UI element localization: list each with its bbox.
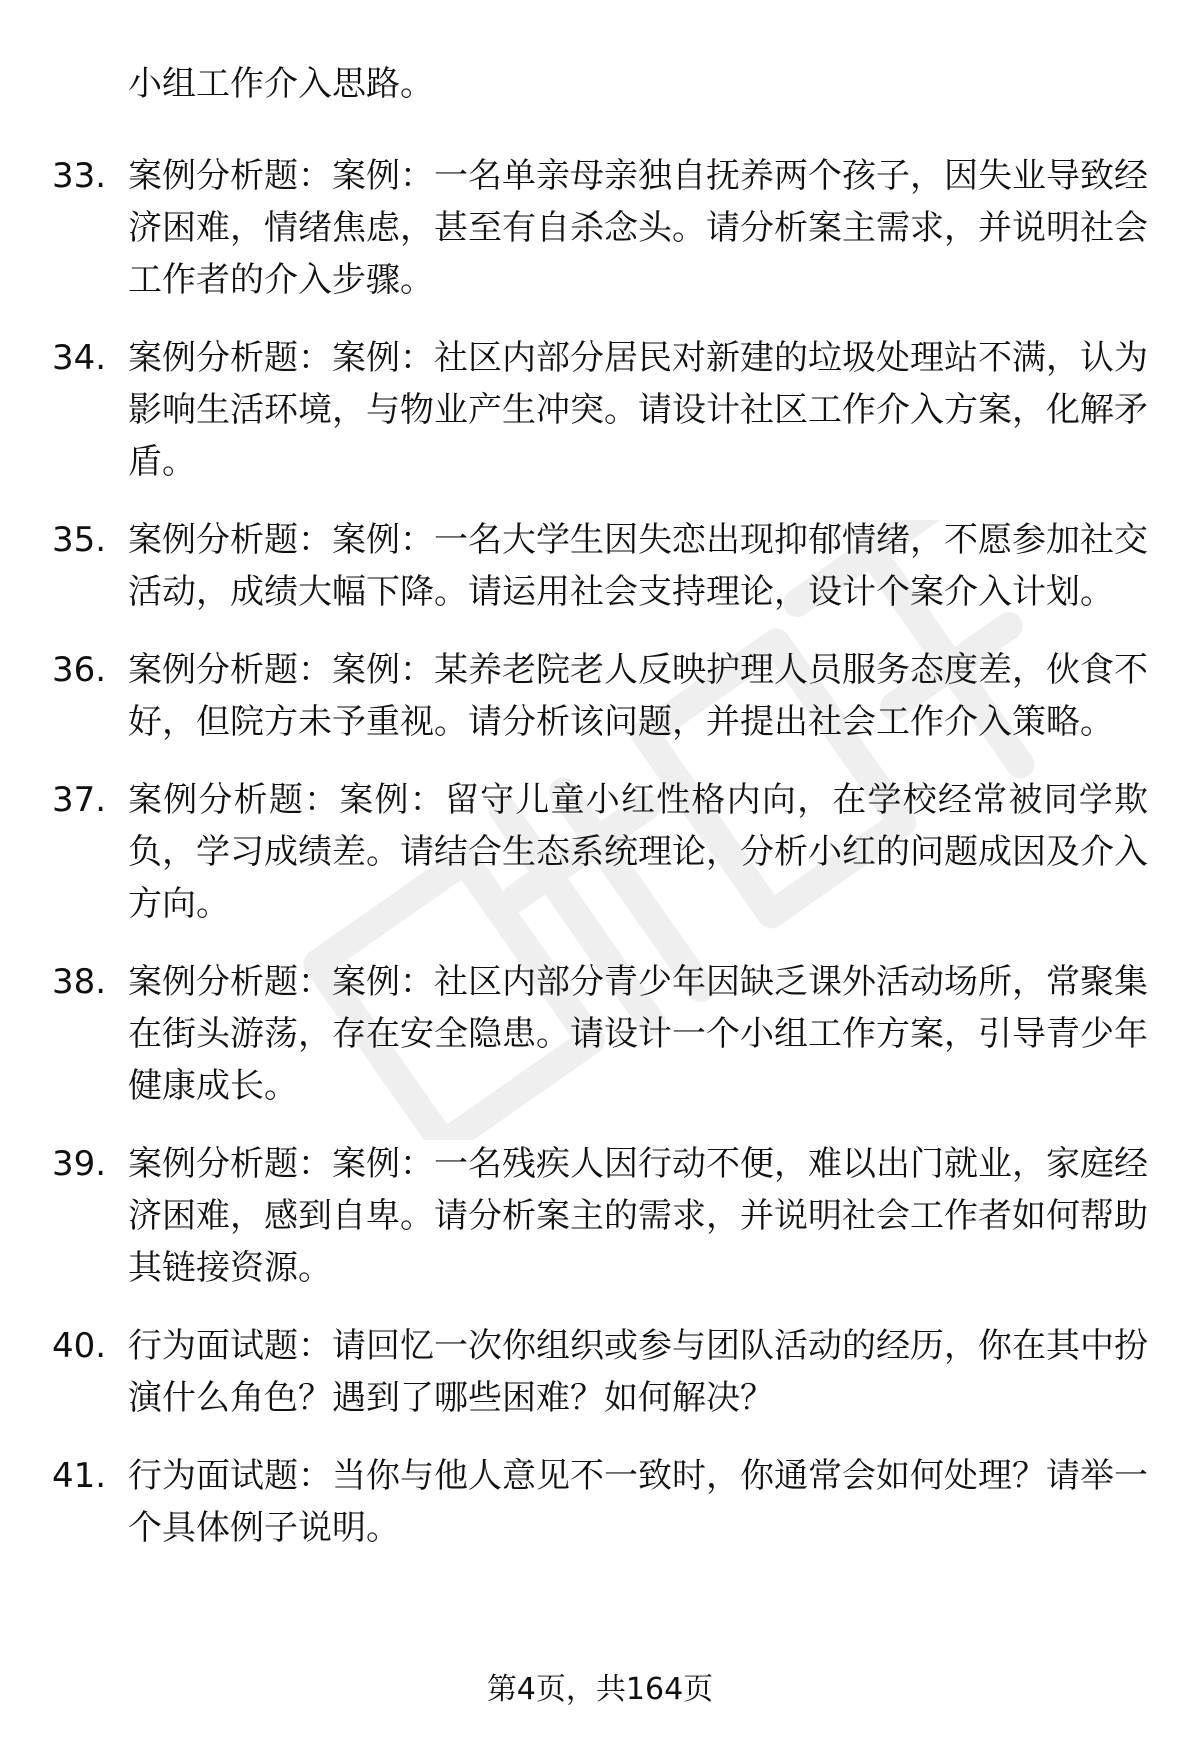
continuation-text: 小组工作介入思路。 [128,64,434,104]
question-item [0,1138,1200,1294]
question-number: 38. [52,962,107,1002]
question-item [0,514,1200,618]
page-footer: 第4页，共164页 [486,1672,714,1707]
question-number: 41. [52,1456,107,1496]
question-item [0,150,1200,306]
question-text: 行为面试题：请回忆一次你组织或参与团队活动的经历，你在其中扮演什么角色？遇到了哪些困难？如何解决？ [128,1326,1148,1418]
question-item [0,1450,1200,1554]
question-item [0,332,1200,488]
question-item [0,644,1200,748]
question-text: 案例分析题：案例：留守儿童小红性格内向，在学校经常被同学欺负，学习成绩差。请结合生态系统理论，分析小红的问题成因及介入方向。 [128,780,1148,924]
question-number: 33. [52,156,107,196]
question-list [0,150,1200,1580]
question-item [0,774,1200,930]
question-text: 案例分析题：案例：社区内部分居民对新建的垃圾处理站不满，认为影响生活环境，与物业产生冲突。请设计社区工作介入方案，化解矛盾。 [128,338,1148,482]
question-number: 40. [52,1326,107,1366]
question-text: 行为面试题：当你与他人意见不一致时，你通常会如何处理？请举一个具体例子说明。 [128,1456,1148,1548]
question-text: 案例分析题：案例：社区内部分青少年因缺乏课外活动场所，常聚集在街头游荡，存在安全隐患。请设计一个小组工作方案，引导青少年健康成长。 [128,962,1148,1106]
question-text: 案例分析题：案例：一名大学生因失恋出现抑郁情绪，不愿参加社交活动，成绩大幅下降。请运用社会支持理论，设计个案介入计划。 [128,520,1148,612]
question-number: 35. [52,520,107,560]
question-number: 34. [52,338,107,378]
question-text: 案例分析题：案例：某养老院老人反映护理人员服务态度差，伙食不好，但院方未予重视。请分析该问题，并提出社会工作介入策略。 [128,650,1148,742]
question-item [0,956,1200,1112]
question-number: 37. [52,780,107,820]
question-text: 案例分析题：案例：一名残疾人因行动不便，难以出门就业，家庭经济困难，感到自卑。请分析案主的需求，并说明社会工作者如何帮助其链接资源。 [128,1144,1148,1288]
question-text: 案例分析题：案例：一名单亲母亲独自抚养两个孩子，因失业导致经济困难，情绪焦虑，甚至有自杀念头。请分析案主需求，并说明社会工作者的介入步骤。 [128,156,1148,300]
question-number: 36. [52,650,107,690]
question-number: 39. [52,1144,107,1184]
question-item [0,1320,1200,1424]
